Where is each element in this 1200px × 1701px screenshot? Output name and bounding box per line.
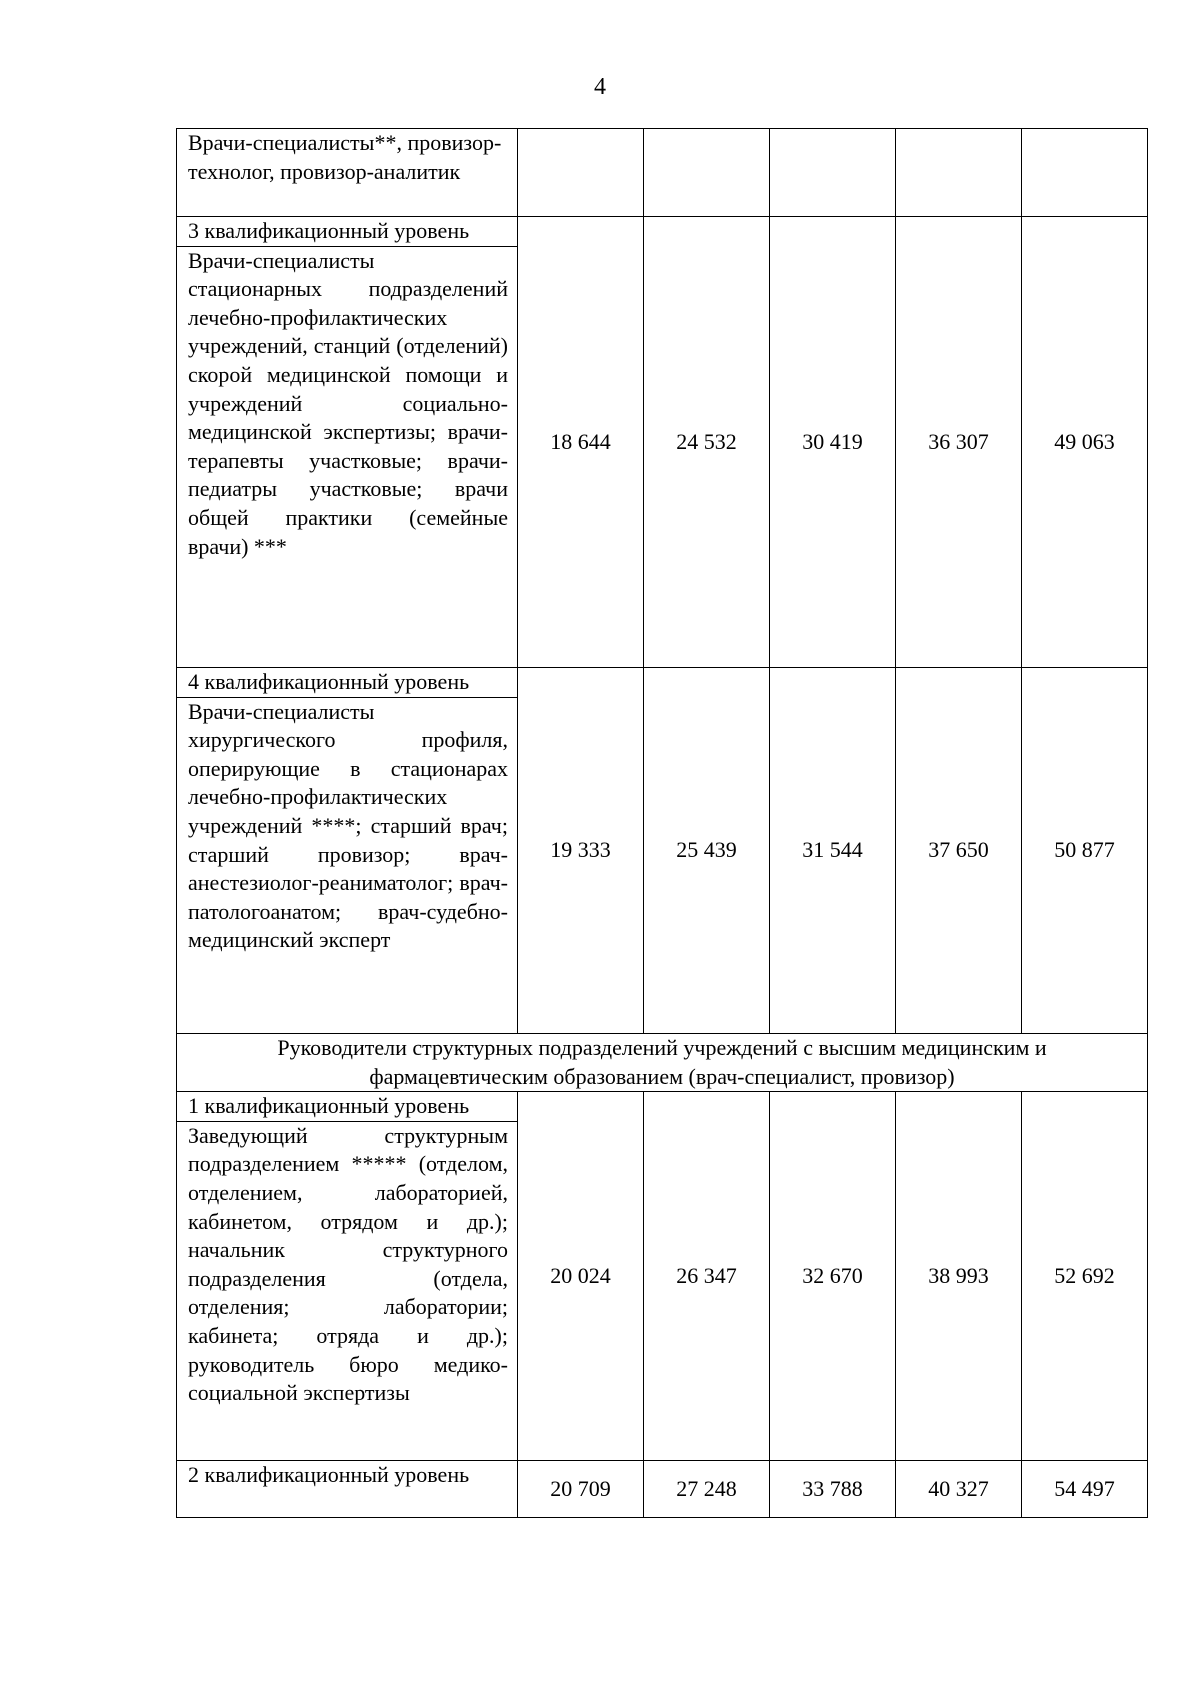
value-cell: 31 544 <box>770 668 896 1034</box>
empty-cell <box>896 129 1022 217</box>
table-row <box>177 1092 1148 1461</box>
row-label <box>177 1092 518 1461</box>
row-label <box>177 1461 518 1518</box>
empty-cell <box>644 129 770 217</box>
value-cell: 52 692 <box>1022 1092 1148 1461</box>
positions-list: Врачи-специалисты стационарных подразделений лечебно-профилактических учреждений, станций (отделений) скорой медицинской помощи и учреждений социально-медицинской экспертизы; врачи-терапевты участковые; врачи-педиатры участковые; врачи общей практики (семейные врачи) *** <box>177 246 517 562</box>
table-row <box>177 1034 1148 1092</box>
value-cell: 18 644 <box>518 217 644 668</box>
salary-table <box>176 128 1148 1518</box>
page-number: 4 <box>594 74 606 100</box>
qualification-level: 4 квалификационный уровень <box>188 669 470 694</box>
row-label <box>177 129 518 217</box>
qualification-level: 3 квалификационный уровень <box>188 218 470 243</box>
doctors-specialists-header: Врачи-специалисты**, провизор-технолог, провизор-аналитик <box>188 130 502 184</box>
value-cell: 54 497 <box>1022 1461 1148 1518</box>
table-row <box>177 217 1148 668</box>
table-row <box>177 129 1148 217</box>
positions-list: Заведующий структурным подразделением ***** (отделом, отделением, лабораторией, кабинетом, отрядом и др.); начальник структурного подразделения (отдела, отделения; лаборатории; кабинета; отряда и др.); руководитель бюро медико-социальной экспертизы <box>177 1121 517 1408</box>
qualification-level: 2 квалификационный уровень <box>188 1462 470 1488</box>
positions-list: Врачи-специалисты хирургического профиля, оперирующие в стационарах лечебно-профилактических учреждений ****; старший врач; старший провизор; врач-анестезиолог-реаниматолог; врач-патологоанатом; врач-судебно-медицинский эксперт <box>177 697 517 955</box>
value-cell: 20 024 <box>518 1092 644 1461</box>
row-label <box>177 668 518 1034</box>
value-cell: 20 709 <box>518 1461 644 1518</box>
value-cell: 27 248 <box>644 1461 770 1518</box>
value-cell: 50 877 <box>1022 668 1148 1034</box>
value-cell: 36 307 <box>896 217 1022 668</box>
table-row <box>177 1461 1148 1518</box>
value-cell: 49 063 <box>1022 217 1148 668</box>
value-cell: 32 670 <box>770 1092 896 1461</box>
empty-cell <box>1022 129 1148 217</box>
qualification-level: 1 квалификационный уровень <box>188 1093 470 1119</box>
value-cell: 24 532 <box>644 217 770 668</box>
row-label <box>177 217 518 668</box>
value-cell: 40 327 <box>896 1461 1022 1518</box>
value-cell: 25 439 <box>644 668 770 1034</box>
value-cell: 38 993 <box>896 1092 1022 1461</box>
value-cell: 30 419 <box>770 217 896 668</box>
value-cell: 26 347 <box>644 1092 770 1461</box>
value-cell: 37 650 <box>896 668 1022 1034</box>
value-cell: 33 788 <box>770 1461 896 1518</box>
empty-cell <box>770 129 896 217</box>
section-heading: Руководители структурных подразделений учреждений с высшим медицинским и фармацевтическим образованием (врач-специалист, провизор) <box>177 1034 1148 1092</box>
value-cell: 19 333 <box>518 668 644 1034</box>
empty-cell <box>518 129 644 217</box>
table-row <box>177 668 1148 1034</box>
